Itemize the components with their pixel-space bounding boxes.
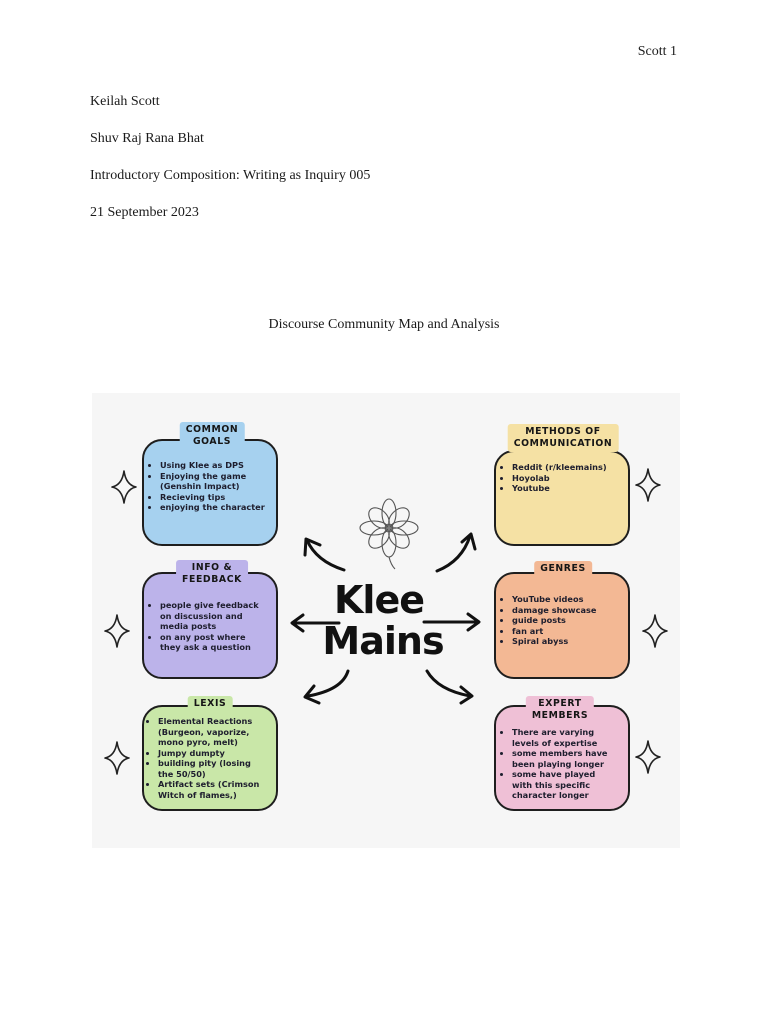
list-item: • Spiral abyss xyxy=(512,636,618,647)
list-item: • people give feedback on discussion and media posts xyxy=(160,600,266,632)
list-item: • damage showcase xyxy=(512,605,618,616)
list-item: • Hoyolab xyxy=(512,473,618,484)
sparkle-icon xyxy=(636,469,660,501)
common-goals-box xyxy=(142,439,278,546)
date: 21 September 2023 xyxy=(90,205,199,220)
lexis-box xyxy=(142,705,278,811)
flower-icon xyxy=(360,499,418,569)
common-goals-list xyxy=(146,460,272,513)
genres-box xyxy=(494,572,630,679)
info-feedback-box xyxy=(142,572,278,679)
list-item: • some members have been playing longer xyxy=(512,748,618,769)
list-item: • Using Klee as DPS xyxy=(160,460,266,471)
page-number: Scott 1 xyxy=(637,44,677,59)
sparkle-icon xyxy=(105,615,129,647)
list-item: • Jumpy dumpty xyxy=(158,748,266,759)
sparkle-icon xyxy=(636,741,660,773)
info-feedback-list xyxy=(146,600,272,653)
sparkle-icon xyxy=(105,742,129,774)
list-item: • Youtube xyxy=(512,483,618,494)
lexis-list xyxy=(144,716,272,800)
info-feedback-label: INFO & FEEDBACK xyxy=(176,560,248,588)
list-item: • Artifact sets (Crimson Witch of flames,) xyxy=(158,779,266,800)
common-goals-label: COMMON GOALS xyxy=(180,422,245,450)
list-item: • Enjoying the game (Genshin Impact) xyxy=(160,471,266,492)
sparkle-icon xyxy=(643,615,667,647)
list-item: • Reddit (r/kleemains) xyxy=(512,462,618,473)
author-name: Keilah Scott xyxy=(90,94,160,109)
genres-label: GENRES xyxy=(534,561,592,577)
list-item: • There are varying levels of expertise xyxy=(512,727,618,748)
lexis-label: LEXIS xyxy=(188,696,233,712)
list-item: • guide posts xyxy=(512,615,618,626)
list-item: • Elemental Reactions (Burgeon, vaporize, mono pyro, melt) xyxy=(158,716,266,748)
list-item: • some have played with this specific character longer xyxy=(512,769,618,801)
map-center-title-line1: Klee xyxy=(333,578,425,622)
map-center-title-line2: Mains xyxy=(322,619,444,663)
list-item: • YouTube videos xyxy=(512,594,618,605)
expert-members-list xyxy=(498,727,624,801)
list-item: • fan art xyxy=(512,626,618,637)
discourse-community-map xyxy=(92,393,680,848)
arrow-to-lexis xyxy=(308,671,348,696)
list-item: • building pity (losing the 50/50) xyxy=(158,758,266,779)
list-item: • on any post where they ask a question xyxy=(160,632,266,653)
methods-list xyxy=(498,462,624,494)
arrow-to-common-goals xyxy=(307,540,344,570)
document-title: Discourse Community Map and Analysis xyxy=(268,317,500,332)
instructor-name: Shuv Raj Rana Bhat xyxy=(90,131,204,146)
genres-list xyxy=(498,594,624,647)
arrow-to-expert-members xyxy=(427,671,470,696)
methods-label: METHODS OF COMMUNICATION xyxy=(508,424,619,452)
sparkle-icon xyxy=(112,471,136,503)
methods-box xyxy=(494,450,630,546)
list-item: • Recieving tips xyxy=(160,492,266,503)
course-name: Introductory Composition: Writing as Inquiry 005 xyxy=(90,168,371,183)
list-item: • enjoying the character xyxy=(160,502,266,513)
expert-members-label: EXPERT MEMBERS xyxy=(526,696,594,724)
